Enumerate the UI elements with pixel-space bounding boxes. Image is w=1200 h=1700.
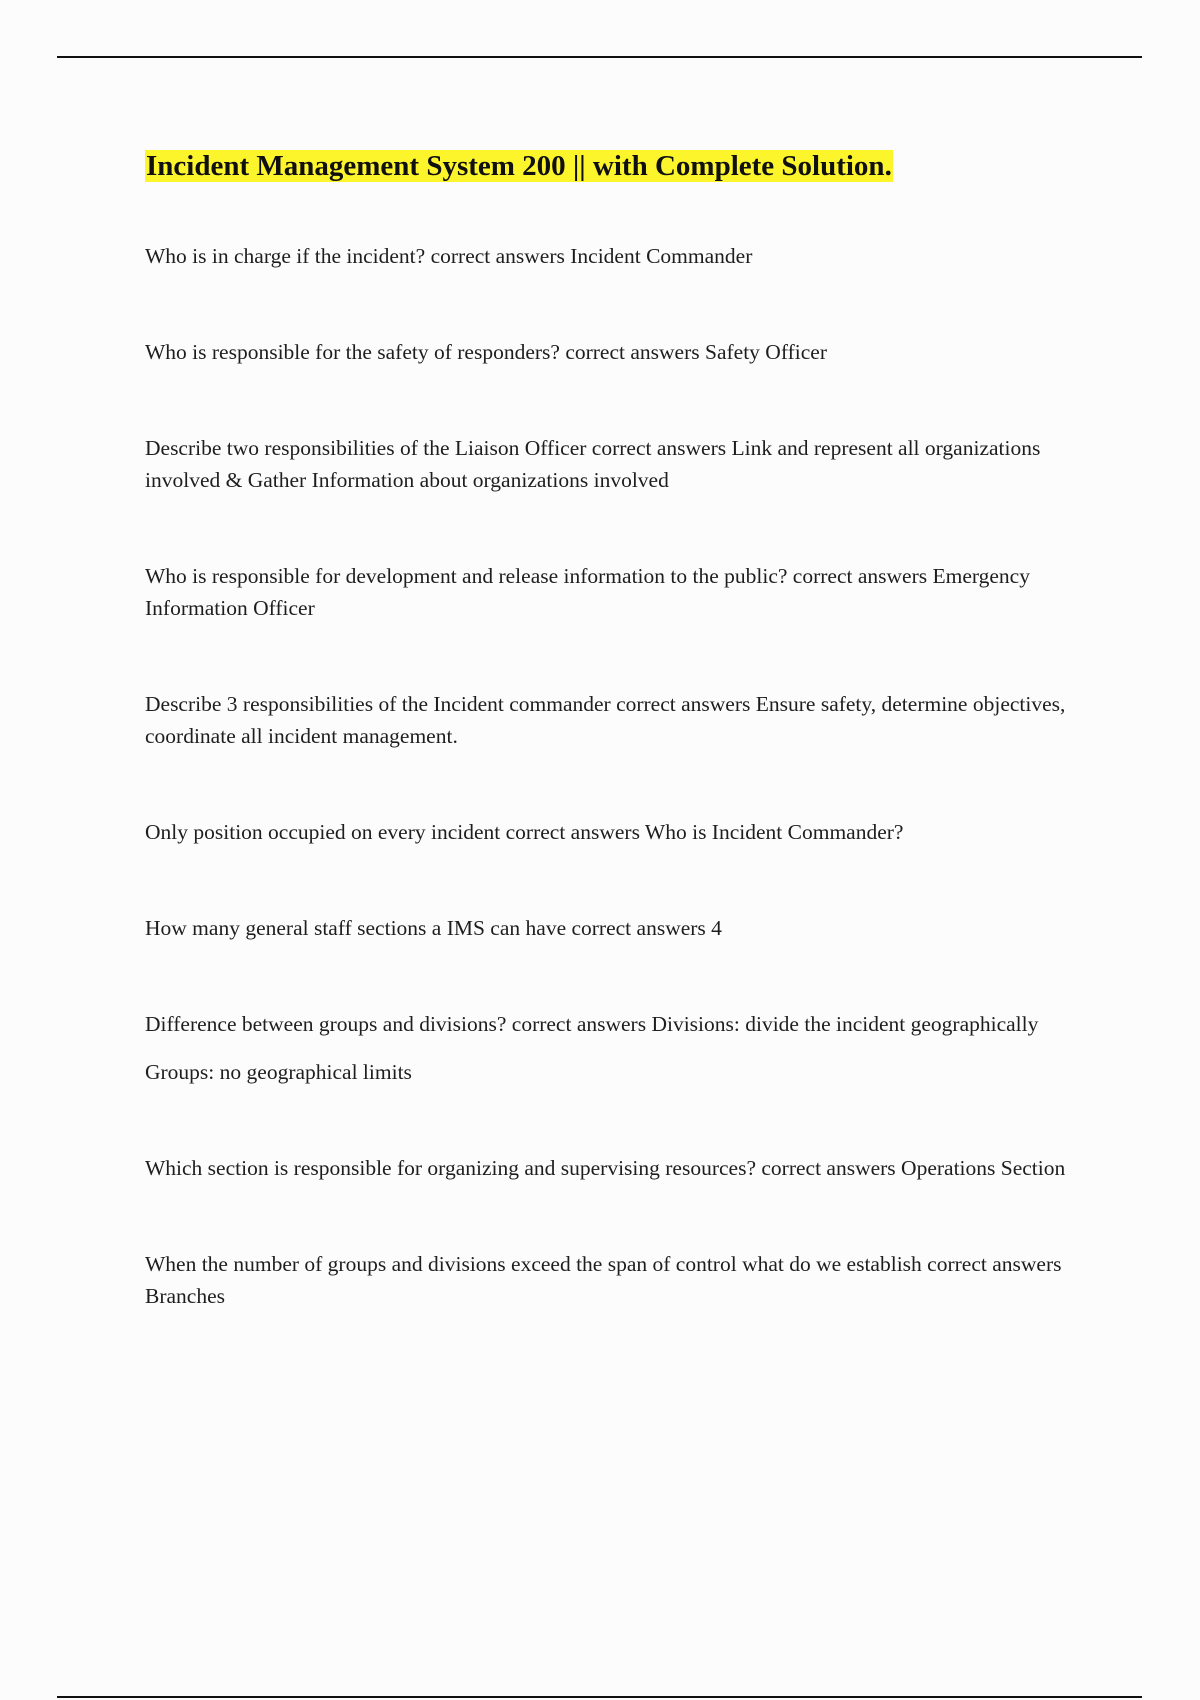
bottom-divider bbox=[57, 1696, 1142, 1698]
qa-text: Who is responsible for development and release information to the public? correct answers Emergency Information Officer bbox=[145, 564, 1030, 620]
qa-item bbox=[145, 432, 1095, 496]
qa-list bbox=[145, 240, 1095, 1312]
qa-item bbox=[145, 816, 1095, 848]
qa-item bbox=[145, 1152, 1095, 1184]
top-divider bbox=[57, 56, 1142, 58]
qa-item bbox=[145, 1248, 1095, 1312]
qa-text: How many general staff sections a IMS can have correct answers 4 bbox=[145, 916, 722, 940]
qa-item bbox=[145, 1008, 1095, 1088]
qa-item bbox=[145, 560, 1095, 624]
qa-item bbox=[145, 688, 1095, 752]
qa-text-continued: Groups: no geographical limits bbox=[145, 1060, 412, 1084]
qa-text: Only position occupied on every incident correct answers Who is Incident Commander? bbox=[145, 820, 904, 844]
qa-item bbox=[145, 912, 1095, 944]
qa-text: Describe two responsibilities of the Liaison Officer correct answers Link and represent all organizations involved & Gather Information about organizations involved bbox=[145, 436, 1041, 492]
qa-text: When the number of groups and divisions exceed the span of control what do we establish correct answers Branches bbox=[145, 1252, 1062, 1308]
qa-text: Difference between groups and divisions? correct answers Divisions: divide the incident geographically bbox=[145, 1012, 1039, 1036]
qa-text: Who is in charge if the incident? correct answers Incident Commander bbox=[145, 244, 753, 268]
qa-text: Describe 3 responsibilities of the Incident commander correct answers Ensure safety, determine objectives, coordinate all incident management. bbox=[145, 692, 1066, 748]
qa-text: Who is responsible for the safety of responders? correct answers Safety Officer bbox=[145, 340, 827, 364]
qa-item bbox=[145, 240, 1095, 272]
qa-text: Which section is responsible for organizing and supervising resources? correct answers Operations Section bbox=[145, 1156, 1066, 1180]
document-body bbox=[145, 144, 1095, 1376]
title-block bbox=[145, 144, 1095, 188]
qa-item bbox=[145, 336, 1095, 368]
document-title: Incident Management System 200 || with Complete Solution. bbox=[146, 150, 892, 182]
